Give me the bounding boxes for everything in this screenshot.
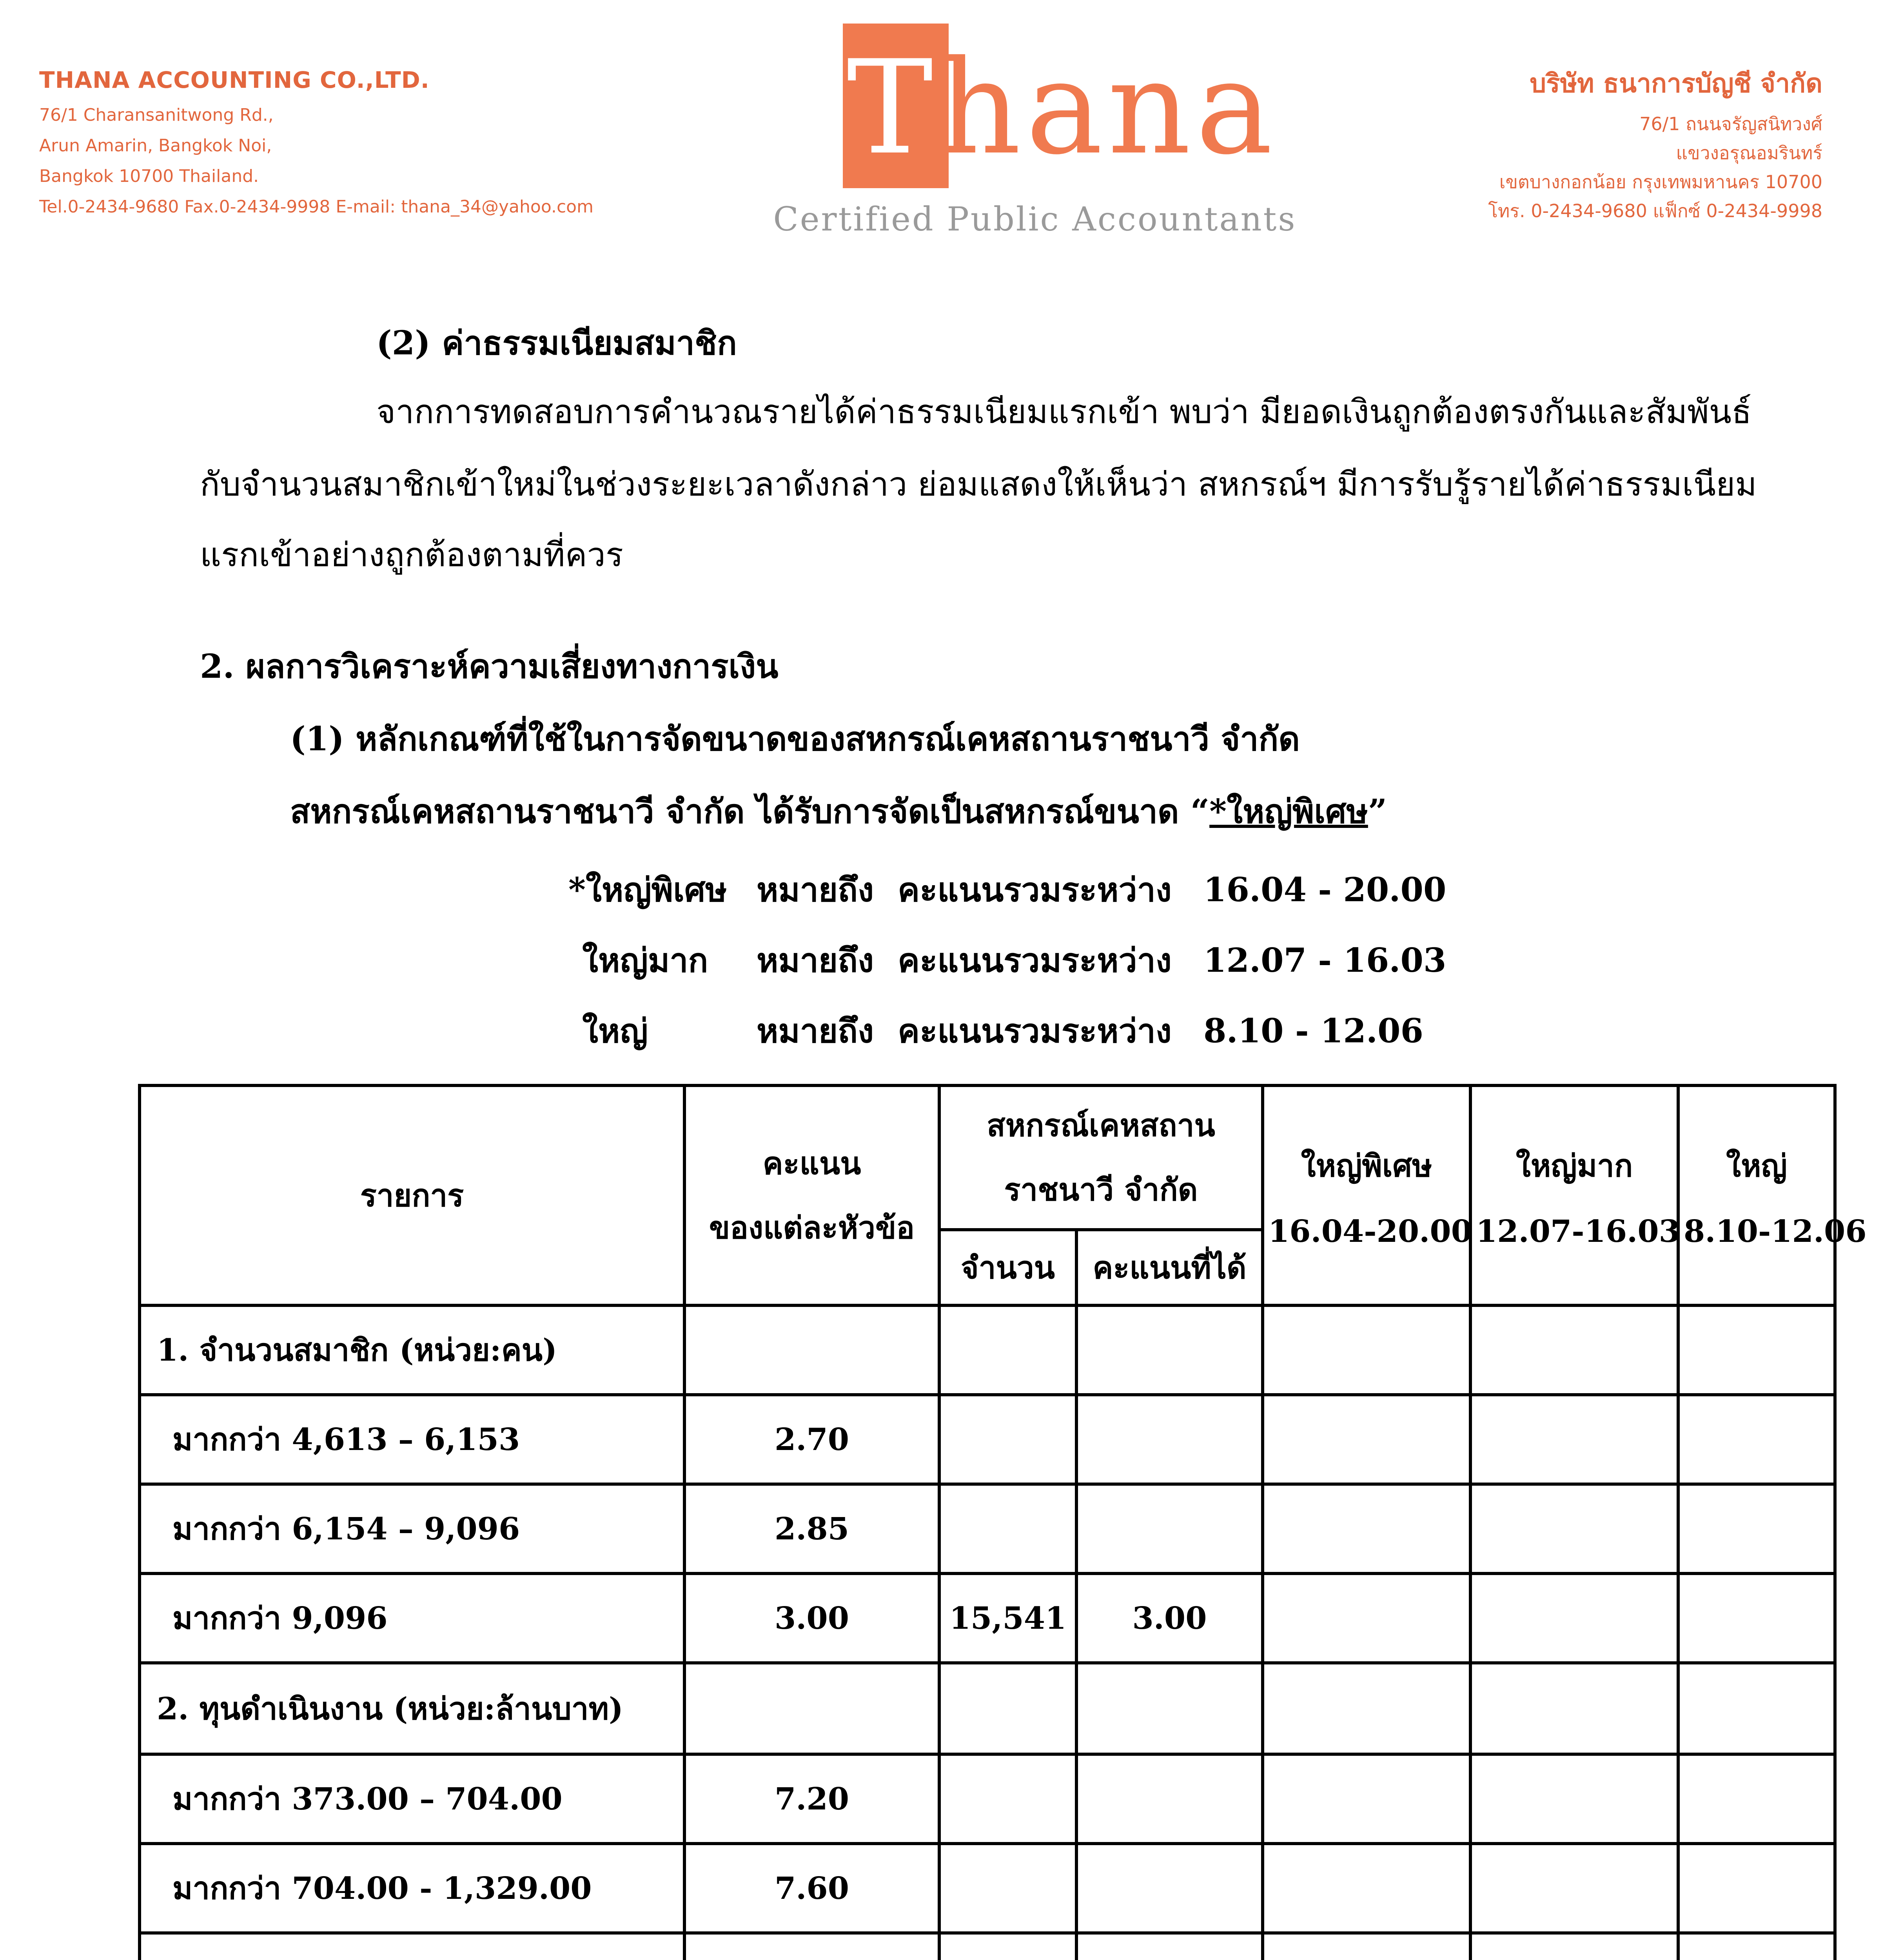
row-got (1076, 1395, 1263, 1484)
logo-subtitle: Certified Public Accountants (773, 200, 1297, 238)
row-got: 3.00 (1076, 1573, 1263, 1663)
criteria-means: หมายถึง (757, 1011, 874, 1050)
criteria-desc: คะแนนรวมระหว่าง (898, 941, 1172, 980)
row-label (140, 1933, 684, 1960)
row-label: มากกว่า 4,613 – 6,153 (140, 1395, 684, 1484)
header-got: คะแนนที่ได้ (1076, 1230, 1263, 1305)
row-count (939, 1395, 1076, 1484)
table-row (140, 1933, 1835, 1960)
subheading-fee: (2) ค่าธรรมเนียมสมาชิก (376, 323, 737, 362)
company-name-th: บริษัท ธนาการบัญชี จำกัด (1530, 68, 1822, 98)
address-line: แขวงอรุณอมรินทร์ (1676, 142, 1822, 163)
table-row (140, 1754, 1835, 1844)
row-label: มากกว่า 6,154 – 9,096 (140, 1484, 684, 1573)
criteria-name: ใหญ่ (582, 1011, 648, 1050)
header-score: คะแนน ของแต่ละหัวข้อ (684, 1085, 939, 1305)
address-line: 76/1 ถนนจรัญสนิทวงศ์ (1639, 113, 1822, 134)
criteria-name: *ใหญ่พิเศษ (568, 870, 727, 909)
classification-value: *ใหญ่พิเศษ (1209, 792, 1368, 831)
criteria-range: 16.04 - 20.00 (1203, 870, 1447, 909)
section-title: 2. ทุนดำเนินงาน (หน่วย:ล้านบาท) (140, 1663, 684, 1754)
section-row (140, 1663, 1835, 1754)
section-heading: 2. ผลการวิเคราะห์ความเสี่ยงทางการเงิน (200, 647, 779, 686)
row-got (1076, 1844, 1263, 1933)
subheading-criteria: (1) หลักเกณฑ์ที่ใช้ในการจัดขนาดของสหกรณ์เคหสถานราชนาวี จำกัด (290, 719, 1300, 758)
table-row (140, 1573, 1835, 1663)
company-name-en: THANA ACCOUNTING CO.,LTD. (39, 67, 430, 93)
row-label: มากกว่า 373.00 – 704.00 (140, 1754, 684, 1844)
row-score: 2.85 (684, 1484, 939, 1573)
row-count (939, 1754, 1076, 1844)
logo-word: Thana (847, 33, 1278, 183)
row-count (939, 1844, 1076, 1933)
paragraph-line: กับจำนวนสมาชิกเข้าใหม่ในช่วงระยะเวลาดังกล่าว ย่อมแสดงให้เห็นว่า สหกรณ์ฯ มีการรับรู้รายได้ค่าธรรมเนียม (200, 465, 1757, 503)
criteria-name: ใหญ่มาก (582, 941, 708, 980)
header-xl: ใหญ่พิเศษ 16.04-20.00 (1263, 1085, 1470, 1305)
row-score: 3.00 (684, 1573, 939, 1663)
address-line: เขตบางกอกน้อย กรุงเทพมหานคร 10700 (1499, 171, 1822, 192)
row-got (1076, 1933, 1263, 1960)
section-title: 1. จำนวนสมาชิก (หน่วย:คน) (140, 1305, 684, 1395)
row-score: 2.70 (684, 1395, 939, 1484)
contact-line: Tel.0-2434-9680 Fax.0-2434-9998 E-mail: thana_34@yahoo.com (39, 197, 593, 217)
criteria-desc: คะแนนรวมระหว่าง (898, 870, 1172, 909)
criteria-desc: คะแนนรวมระหว่าง (898, 1011, 1172, 1050)
section-row (140, 1305, 1835, 1395)
header-l: ใหญ่มาก 12.07-16.03 (1470, 1085, 1678, 1305)
header-coop: สหกรณ์เคหสถาน ราชนาวี จำกัด (939, 1085, 1263, 1230)
row-score: 7.60 (684, 1844, 939, 1933)
row-got (1076, 1484, 1263, 1573)
row-score (684, 1933, 939, 1960)
contact-line: โทร. 0-2434-9680 แฟ็กซ์ 0-2434-9998 (1488, 200, 1822, 221)
criteria-range: 12.07 - 16.03 (1203, 941, 1447, 980)
row-got (1076, 1754, 1263, 1844)
paragraph-line: แรกเข้าอย่างถูกต้องตามที่ควร (200, 535, 623, 574)
row-label: มากกว่า 9,096 (140, 1573, 684, 1663)
thana-logo (760, 16, 1309, 238)
table-row (140, 1844, 1835, 1933)
criteria-means: หมายถึง (757, 941, 874, 980)
letterhead-left (39, 67, 593, 216)
row-count: 15,541 (939, 1573, 1076, 1663)
address-line: 76/1 Charansanitwong Rd., (39, 105, 274, 125)
row-count (939, 1484, 1076, 1573)
row-score: 7.20 (684, 1754, 939, 1844)
header-count: จำนวน (939, 1230, 1076, 1305)
letterhead-right (1488, 63, 1822, 220)
table-row (140, 1484, 1835, 1573)
header-item: รายการ (140, 1085, 684, 1305)
row-count (939, 1933, 1076, 1960)
table-row (140, 1395, 1835, 1484)
header-m: ใหญ่ 8.10-12.06 (1678, 1085, 1835, 1305)
row-label: มากกว่า 704.00 - 1,329.00 (140, 1844, 684, 1933)
criteria-range: 8.10 - 12.06 (1203, 1011, 1423, 1050)
paragraph-line: จากการทดสอบการคำนวณรายได้ค่าธรรมเนียมแรกเข้า พบว่า มียอดเงินถูกต้องตรงกันและสัมพันธ์ (376, 392, 1752, 431)
classification-line: สหกรณ์เคหสถานราชนาวี จำกัด ได้รับการจัดเป็นสหกรณ์ขนาด “*ใหญ่พิเศษ” (290, 792, 1387, 831)
address-line: Arun Amarin, Bangkok Noi, (39, 136, 272, 156)
scoring-table (138, 1084, 1867, 1960)
address-line: Bangkok 10700 Thailand. (39, 166, 259, 186)
criteria-means: หมายถึง (757, 870, 874, 909)
